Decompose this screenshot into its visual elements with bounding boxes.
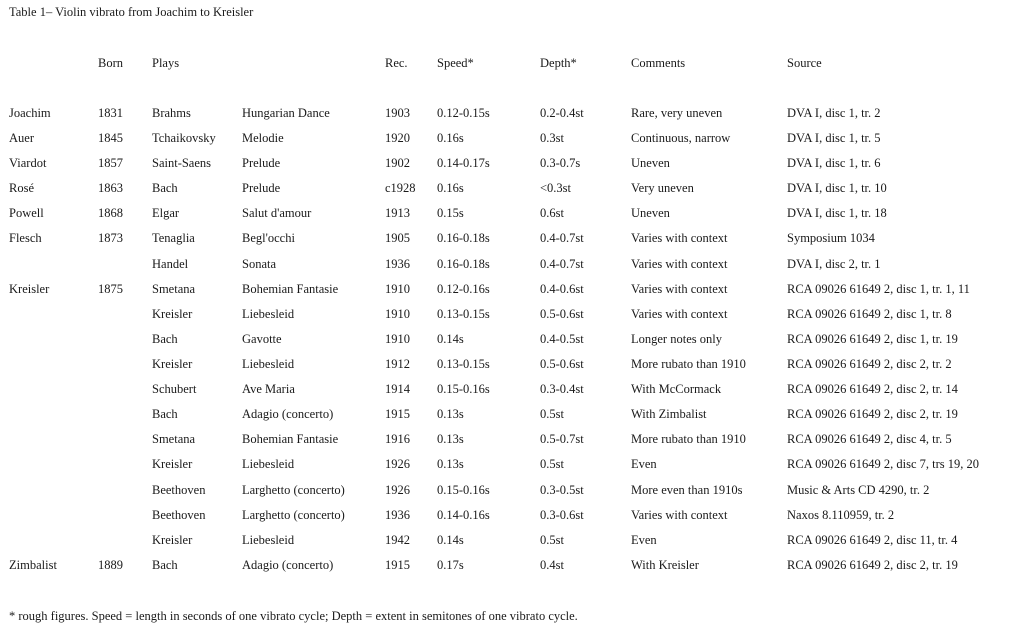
cell-depth: 0.4-0.5st — [540, 332, 584, 346]
cell-comments: Even — [631, 533, 657, 547]
cell-comments: Continuous, narrow — [631, 131, 731, 145]
cell-recording-year: 1902 — [385, 156, 410, 170]
cell-recording-year: 1912 — [385, 357, 410, 371]
cell-recording-year: c1928 — [385, 181, 416, 195]
table-row — [0, 206, 1025, 226]
cell-composer: Kreisler — [152, 457, 193, 471]
cell-violinist: Rosé — [9, 181, 34, 195]
cell-composer: Bach — [152, 181, 178, 195]
cell-speed: 0.15s — [437, 206, 464, 220]
cell-source: RCA 09026 61649 2, disc 2, tr. 19 — [787, 407, 958, 421]
table-row — [0, 231, 1025, 251]
header-depth: Depth* — [540, 56, 577, 70]
cell-speed: 0.16-0.18s — [437, 257, 490, 271]
cell-depth: 0.2-0.4st — [540, 106, 584, 120]
cell-comments: Varies with context — [631, 257, 728, 271]
cell-work: Prelude — [242, 156, 281, 170]
header-speed: Speed* — [437, 56, 474, 70]
cell-comments: More even than 1910s — [631, 483, 743, 497]
cell-composer: Brahms — [152, 106, 191, 120]
cell-speed: 0.16s — [437, 181, 464, 195]
cell-speed: 0.15-0.16s — [437, 483, 490, 497]
header-born: Born — [98, 56, 123, 70]
cell-speed: 0.12-0.16s — [437, 282, 490, 296]
cell-depth: 0.3-0.5st — [540, 483, 584, 497]
cell-recording-year: 1913 — [385, 206, 410, 220]
cell-born: 1873 — [98, 231, 123, 245]
cell-composer: Smetana — [152, 282, 196, 296]
cell-comments: Varies with context — [631, 307, 728, 321]
cell-speed: 0.13s — [437, 407, 464, 421]
cell-source: RCA 09026 61649 2, disc 1, tr. 19 — [787, 332, 958, 346]
cell-work: Melodie — [242, 131, 284, 145]
cell-composer: Saint-Saens — [152, 156, 212, 170]
cell-composer: Schubert — [152, 382, 197, 396]
cell-comments: Very uneven — [631, 181, 694, 195]
cell-source: RCA 09026 61649 2, disc 2, tr. 14 — [787, 382, 958, 396]
cell-source: Music & Arts CD 4290, tr. 2 — [787, 483, 930, 497]
cell-depth: 0.5-0.7st — [540, 432, 584, 446]
cell-work: Begl'occhi — [242, 231, 295, 245]
cell-depth: 0.4-0.7st — [540, 257, 584, 271]
cell-comments: Even — [631, 457, 657, 471]
cell-born: 1889 — [98, 558, 123, 572]
table-footnote: * rough figures. Speed = length in seconds of one vibrato cycle; Depth = extent in semitones of one vibrato cycle. — [9, 609, 578, 623]
table-row — [0, 181, 1025, 201]
table-row — [0, 407, 1025, 427]
cell-depth: 0.5-0.6st — [540, 307, 584, 321]
cell-born: 1831 — [98, 106, 123, 120]
cell-composer: Kreisler — [152, 533, 193, 547]
cell-born: 1863 — [98, 181, 123, 195]
cell-recording-year: 1903 — [385, 106, 410, 120]
cell-depth: 0.6st — [540, 206, 564, 220]
cell-composer: Beethoven — [152, 508, 206, 522]
cell-speed: 0.14-0.16s — [437, 508, 490, 522]
cell-source: RCA 09026 61649 2, disc 4, tr. 5 — [787, 432, 952, 446]
cell-work: Hungarian Dance — [242, 106, 330, 120]
cell-source: RCA 09026 61649 2, disc 7, trs 19, 20 — [787, 457, 980, 471]
table-row — [0, 332, 1025, 352]
table-row — [0, 558, 1025, 578]
table-row — [0, 508, 1025, 528]
table-row — [0, 382, 1025, 402]
cell-composer: Elgar — [152, 206, 180, 220]
cell-depth: 0.3st — [540, 131, 564, 145]
cell-work: Liebesleid — [242, 357, 295, 371]
table-row — [0, 106, 1025, 126]
header-recording-year: Rec. — [385, 56, 408, 70]
cell-work: Larghetto (concerto) — [242, 483, 345, 497]
cell-depth: 0.5st — [540, 533, 564, 547]
cell-comments: Rare, very uneven — [631, 106, 723, 120]
cell-speed: 0.17s — [437, 558, 464, 572]
cell-violinist: Auer — [9, 131, 34, 145]
table-row — [0, 533, 1025, 553]
cell-speed: 0.16-0.18s — [437, 231, 490, 245]
cell-composer: Beethoven — [152, 483, 206, 497]
cell-comments: Uneven — [631, 156, 670, 170]
cell-speed: 0.12-0.15s — [437, 106, 490, 120]
cell-source: RCA 09026 61649 2, disc 11, tr. 4 — [787, 533, 958, 547]
cell-work: Gavotte — [242, 332, 282, 346]
table-row — [0, 457, 1025, 477]
cell-speed: 0.14-0.17s — [437, 156, 490, 170]
cell-speed: 0.13-0.15s — [437, 307, 490, 321]
table-caption: Table 1– Violin vibrato from Joachim to Kreisler — [9, 5, 254, 19]
cell-speed: 0.15-0.16s — [437, 382, 490, 396]
cell-composer: Kreisler — [152, 357, 193, 371]
cell-composer: Bach — [152, 332, 178, 346]
cell-recording-year: 1936 — [385, 508, 410, 522]
header-comments: Comments — [631, 56, 686, 70]
cell-depth: 0.3-0.7s — [540, 156, 581, 170]
cell-composer: Bach — [152, 558, 178, 572]
cell-recording-year: 1920 — [385, 131, 410, 145]
cell-recording-year: 1914 — [385, 382, 410, 396]
cell-work: Liebesleid — [242, 307, 295, 321]
cell-comments: With McCormack — [631, 382, 722, 396]
table-row — [0, 432, 1025, 452]
cell-comments: Uneven — [631, 206, 670, 220]
cell-born: 1875 — [98, 282, 123, 296]
cell-comments: Varies with context — [631, 282, 728, 296]
table-row — [0, 357, 1025, 377]
cell-work: Sonata — [242, 257, 277, 271]
cell-depth: 0.4st — [540, 558, 564, 572]
table-row — [0, 307, 1025, 327]
cell-composer: Tchaikovsky — [152, 131, 216, 145]
cell-depth: 0.3-0.4st — [540, 382, 584, 396]
cell-recording-year: 1910 — [385, 332, 410, 346]
cell-speed: 0.13s — [437, 457, 464, 471]
cell-work: Salut d'amour — [242, 206, 312, 220]
cell-recording-year: 1915 — [385, 407, 410, 421]
cell-violinist: Flesch — [9, 231, 42, 245]
table-row — [0, 156, 1025, 176]
table-row — [0, 282, 1025, 302]
cell-comments: Varies with context — [631, 508, 728, 522]
cell-comments: Varies with context — [631, 231, 728, 245]
cell-depth: 0.5st — [540, 457, 564, 471]
cell-comments: With Kreisler — [631, 558, 699, 572]
cell-composer: Smetana — [152, 432, 196, 446]
cell-source: DVA I, disc 1, tr. 18 — [787, 206, 887, 220]
header-composer: Plays — [152, 56, 180, 70]
cell-work: Ave Maria — [242, 382, 295, 396]
cell-source: RCA 09026 61649 2, disc 1, tr. 8 — [787, 307, 952, 321]
cell-source: RCA 09026 61649 2, disc 2, tr. 2 — [787, 357, 952, 371]
cell-recording-year: 1910 — [385, 307, 410, 321]
cell-source: Naxos 8.110959, tr. 2 — [787, 508, 895, 522]
cell-violinist: Powell — [9, 206, 44, 220]
cell-work: Larghetto (concerto) — [242, 508, 345, 522]
cell-born: 1857 — [98, 156, 123, 170]
cell-recording-year: 1915 — [385, 558, 410, 572]
table-row — [0, 483, 1025, 503]
cell-work: Bohemian Fantasie — [242, 282, 339, 296]
cell-composer: Tenaglia — [152, 231, 195, 245]
cell-source: DVA I, disc 1, tr. 10 — [787, 181, 887, 195]
cell-violinist: Joachim — [9, 106, 51, 120]
cell-composer: Bach — [152, 407, 178, 421]
cell-composer: Handel — [152, 257, 189, 271]
cell-source: RCA 09026 61649 2, disc 1, tr. 1, 11 — [787, 282, 970, 296]
cell-comments: More rubato than 1910 — [631, 432, 746, 446]
cell-recording-year: 1936 — [385, 257, 410, 271]
cell-work: Adagio (concerto) — [242, 558, 334, 572]
cell-source: DVA I, disc 2, tr. 1 — [787, 257, 881, 271]
cell-speed: 0.13s — [437, 432, 464, 446]
table-row — [0, 257, 1025, 277]
header-source: Source — [787, 56, 822, 70]
cell-depth: 0.4-0.6st — [540, 282, 584, 296]
cell-depth: 0.4-0.7st — [540, 231, 584, 245]
cell-source: DVA I, disc 1, tr. 6 — [787, 156, 881, 170]
cell-speed: 0.16s — [437, 131, 464, 145]
cell-work: Liebesleid — [242, 533, 295, 547]
cell-composer: Kreisler — [152, 307, 193, 321]
cell-violinist: Viardot — [9, 156, 47, 170]
cell-recording-year: 1926 — [385, 483, 410, 497]
cell-recording-year: 1942 — [385, 533, 410, 547]
cell-work: Liebesleid — [242, 457, 295, 471]
cell-source: RCA 09026 61649 2, disc 2, tr. 19 — [787, 558, 958, 572]
cell-speed: 0.14s — [437, 533, 464, 547]
cell-recording-year: 1905 — [385, 231, 410, 245]
cell-violinist: Zimbalist — [9, 558, 57, 572]
cell-source: Symposium 1034 — [787, 231, 875, 245]
cell-violinist: Kreisler — [9, 282, 50, 296]
cell-recording-year: 1926 — [385, 457, 410, 471]
cell-depth: <0.3st — [540, 181, 572, 195]
header-row — [0, 56, 1025, 76]
cell-comments: More rubato than 1910 — [631, 357, 746, 371]
cell-comments: Longer notes only — [631, 332, 722, 346]
cell-source: DVA I, disc 1, tr. 2 — [787, 106, 881, 120]
cell-source: DVA I, disc 1, tr. 5 — [787, 131, 881, 145]
cell-born: 1868 — [98, 206, 123, 220]
cell-depth: 0.3-0.6st — [540, 508, 584, 522]
cell-depth: 0.5-0.6st — [540, 357, 584, 371]
cell-work: Prelude — [242, 181, 281, 195]
cell-work: Bohemian Fantasie — [242, 432, 339, 446]
cell-depth: 0.5st — [540, 407, 564, 421]
cell-comments: With Zimbalist — [631, 407, 707, 421]
table-row — [0, 131, 1025, 151]
cell-recording-year: 1910 — [385, 282, 410, 296]
cell-speed: 0.13-0.15s — [437, 357, 490, 371]
cell-recording-year: 1916 — [385, 432, 410, 446]
cell-work: Adagio (concerto) — [242, 407, 334, 421]
cell-born: 1845 — [98, 131, 123, 145]
cell-speed: 0.14s — [437, 332, 464, 346]
